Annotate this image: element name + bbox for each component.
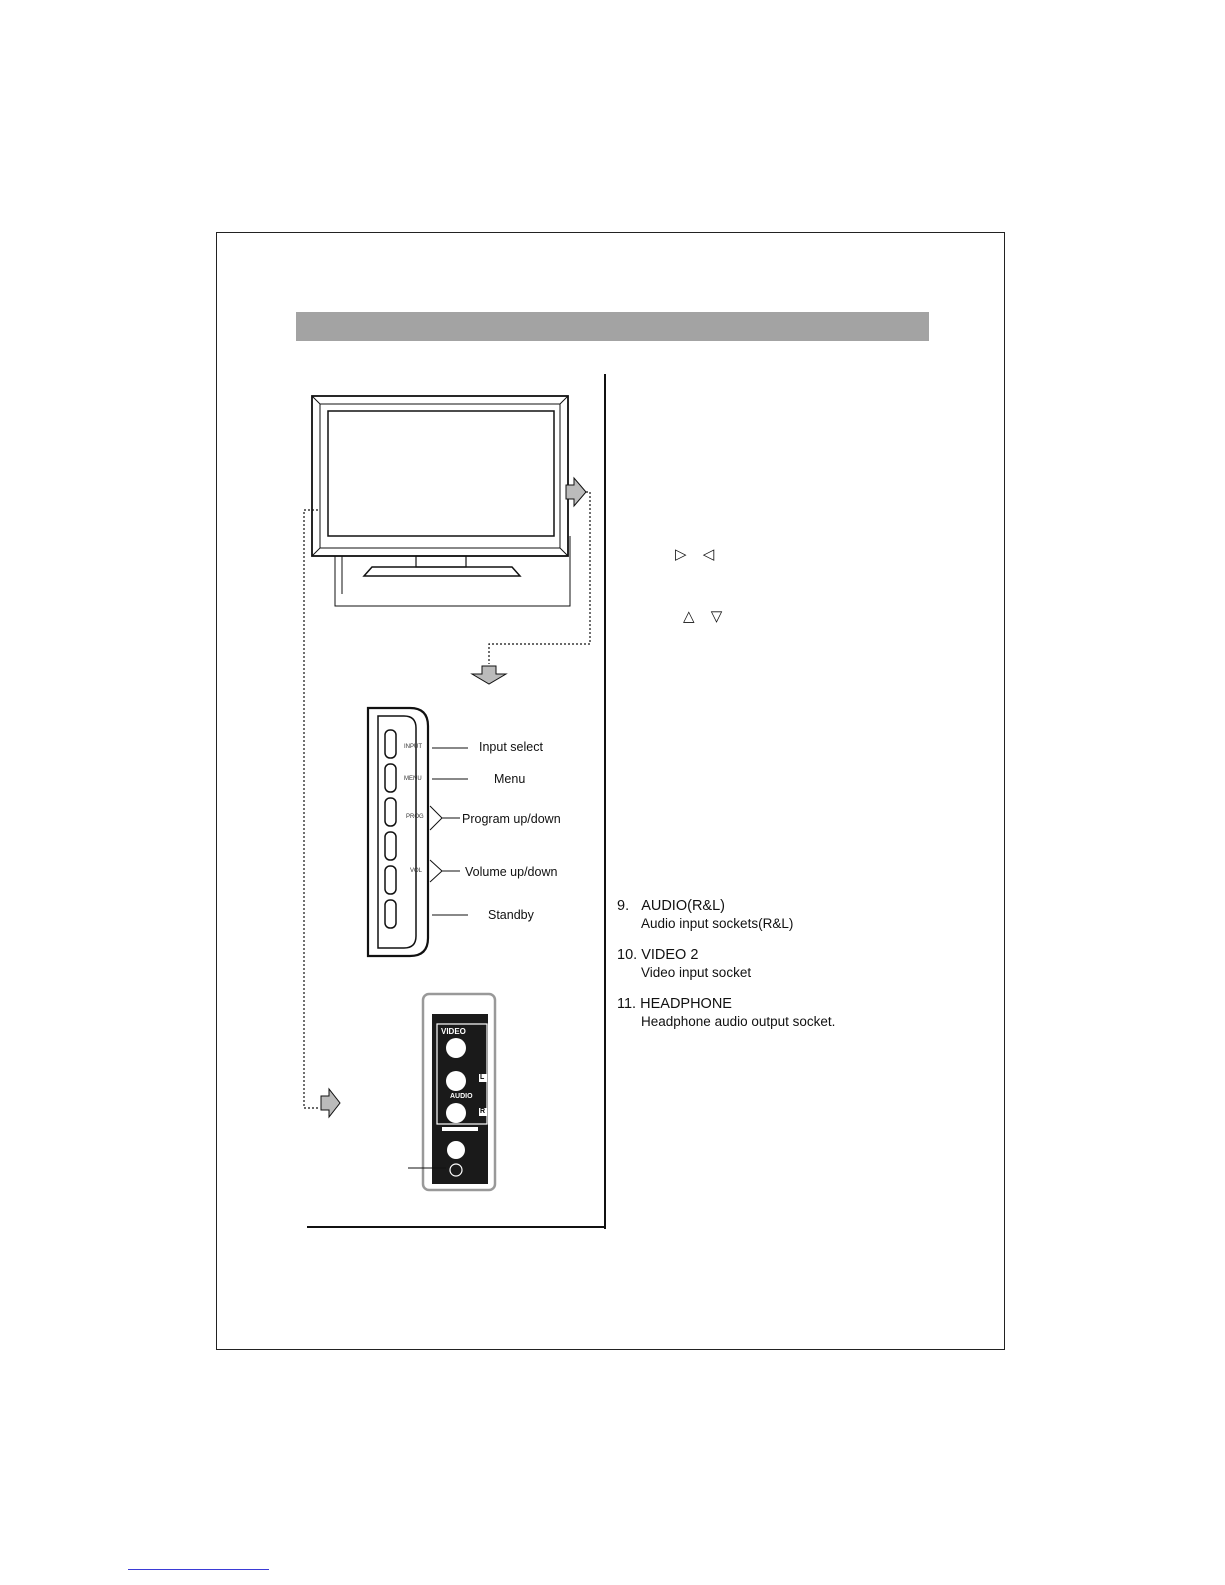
socket-label-video: VIDEO <box>441 1027 466 1036</box>
label-program: Program up/down <box>462 812 561 826</box>
btn-label-input: INPUT <box>404 744 422 750</box>
flow-arrow-left-socket <box>321 1089 340 1117</box>
flow-arrow-down <box>472 666 506 684</box>
item-audio <box>617 897 977 932</box>
item-description: Video input socket <box>641 965 752 980</box>
item-title: AUDIO(R&L) <box>641 898 725 914</box>
socket-panel <box>408 994 495 1190</box>
flow-arrow-right <box>566 478 586 506</box>
item-video2 <box>617 946 977 981</box>
btn-label-menu: MENU <box>404 776 422 782</box>
socket-label-audio: AUDIO <box>450 1093 473 1100</box>
btn-label-vol: VOL <box>410 868 423 874</box>
item-title: HEADPHONE <box>640 996 732 1012</box>
item-headphone <box>617 995 977 1030</box>
footer-link-underline[interactable] <box>128 1569 269 1570</box>
label-standby: Standby <box>488 908 534 922</box>
item-number: 11. <box>617 996 637 1012</box>
item-title: VIDEO 2 <box>641 947 699 963</box>
prog-triangle-icon: △ ▽ <box>683 608 729 625</box>
item-description: Headphone audio output socket. <box>641 1014 836 1029</box>
tv-front-illustration <box>312 396 570 606</box>
btn-label-prog: PROG <box>406 814 424 820</box>
item-description: Audio input sockets(R&L) <box>641 916 794 931</box>
socket-label-r: R <box>480 1108 486 1115</box>
label-input-select: Input select <box>479 740 543 754</box>
label-volume: Volume up/down <box>465 865 558 879</box>
item-number: 10. <box>617 947 638 963</box>
vol-triangle-icon: ▷ ◁ <box>675 546 721 563</box>
item-number: 9. <box>617 898 630 914</box>
label-menu: Menu <box>494 772 526 786</box>
socket-label-l: L <box>480 1074 485 1081</box>
